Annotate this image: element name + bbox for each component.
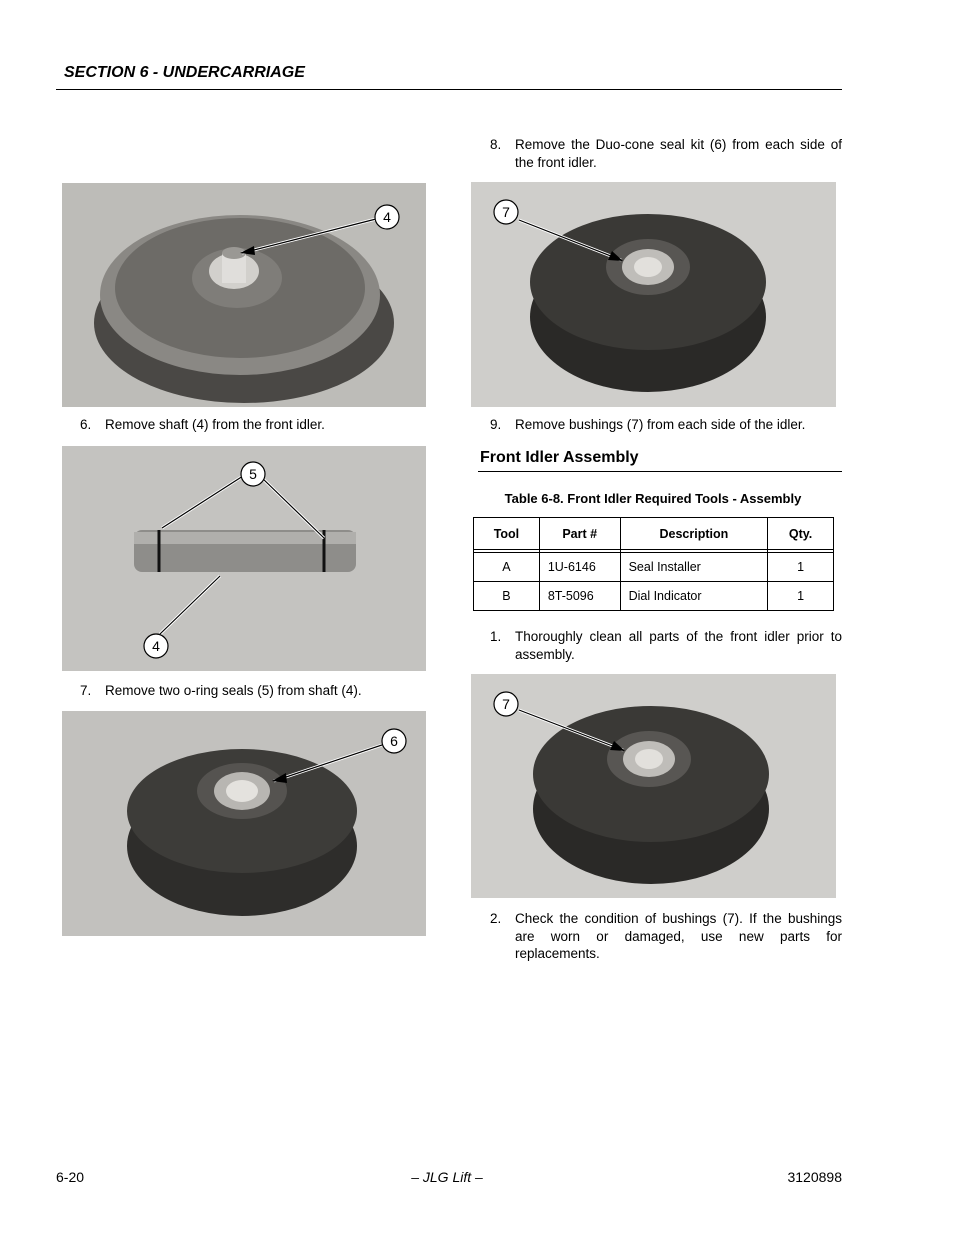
col-qty: Qty.	[768, 518, 834, 550]
section-title: SECTION 6 - UNDERCARRIAGE	[64, 64, 305, 81]
assembly-heading-rule	[478, 471, 842, 472]
document-number: 3120898	[787, 1169, 842, 1185]
footer-brand: – JLG Lift –	[411, 1169, 483, 1185]
col-tool: Tool	[474, 518, 540, 550]
photo-bushing	[471, 182, 836, 407]
table-caption: Table 6-8. Front Idler Required Tools - Assembly	[504, 491, 802, 506]
photo-idler-shaft	[62, 183, 426, 407]
page-number: 6-20	[56, 1169, 85, 1185]
col-description: Description	[620, 518, 768, 550]
table-header-row	[474, 518, 834, 550]
callout-7: 7	[502, 204, 510, 220]
callout-6: 6	[390, 733, 398, 749]
callout-4: 4	[152, 638, 160, 654]
callout-5: 5	[249, 466, 257, 482]
photo-bushing-check	[471, 674, 836, 898]
tools-table	[473, 517, 834, 611]
callout-4: 4	[383, 209, 391, 225]
assembly-heading: Front Idler Assembly	[480, 449, 639, 466]
col-part: Part #	[539, 518, 620, 550]
header-rule	[56, 89, 842, 90]
photo-shaft-orings	[62, 446, 426, 671]
photo-duo-cone-seal	[62, 711, 426, 936]
table-row: A 1U-6146 Seal Installer 1	[474, 553, 834, 582]
callout-7: 7	[502, 696, 510, 712]
table-row: B 8T-5096 Dial Indicator 1	[474, 582, 834, 611]
